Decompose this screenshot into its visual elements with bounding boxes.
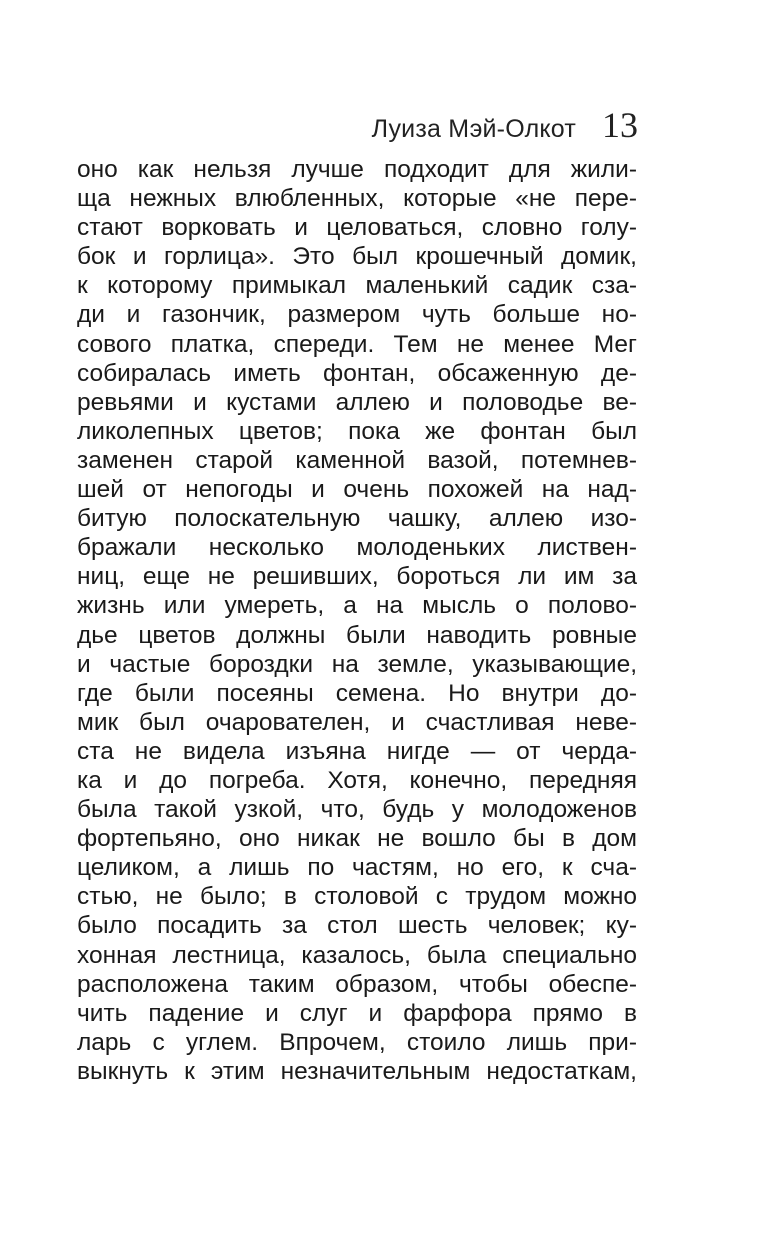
text-line: расположена таким образом, чтобы обеспе- bbox=[77, 970, 637, 998]
text-line: к которому примыкал маленький садик сза- bbox=[77, 272, 637, 300]
text-line: мик был очарователен, и счастливая неве- bbox=[77, 708, 637, 736]
text-line: собиралась иметь фонтан, обсаженную де- bbox=[77, 359, 637, 387]
text-line: ликолепных цветов; пока же фонтан был bbox=[77, 417, 637, 445]
text-line: жизнь или умереть, а на мысль о полово- bbox=[77, 592, 637, 620]
page-number: 13 bbox=[602, 105, 638, 145]
running-head-author: Луиза Мэй-Олкот bbox=[371, 115, 576, 143]
text-line: ревьями и кустами аллею и половодье ве- bbox=[77, 388, 637, 416]
text-line: бок и горлица». Это был крошечный домик, bbox=[77, 243, 637, 271]
text-line: заменен старой каменной вазой, потемнев- bbox=[77, 446, 637, 474]
text-line: где были посеяны семена. Но внутри до- bbox=[77, 679, 637, 707]
running-head bbox=[372, 104, 638, 144]
text-line: ларь с углем. Впрочем, стоило лишь при- bbox=[77, 1028, 637, 1056]
text-line: битую полоскательную чашку, аллею изо- bbox=[77, 505, 637, 533]
text-line: ниц, еще не решивших, бороться ли им за bbox=[77, 563, 637, 591]
text-line: выкнуть к этим незначительным недостаткам, bbox=[77, 1057, 637, 1085]
text-line: хонная лестница, казалось, была специально bbox=[77, 941, 637, 969]
text-line: стают ворковать и целоваться, словно голу- bbox=[77, 214, 637, 242]
text-line: оно как нельзя лучше подходит для жили- bbox=[77, 156, 637, 183]
text-line: была такой узкой, что, будь у молодоженов bbox=[77, 796, 637, 824]
text-line: и частые бороздки на земле, указывающие, bbox=[77, 650, 637, 678]
text-line: ди и газончик, размером чуть больше но- bbox=[77, 301, 637, 329]
text-line: ща нежных влюбленных, которые «не пере- bbox=[77, 185, 637, 213]
text-line: шей от непогоды и очень похожей на над- bbox=[77, 476, 637, 504]
text-line: чить падение и слуг и фарфора прямо в bbox=[77, 999, 637, 1027]
text-line: ка и до погреба. Хотя, конечно, передняя bbox=[77, 766, 637, 794]
text-line: стью, не было; в столовой с трудом можно bbox=[77, 883, 637, 911]
text-line: целиком, а лишь по частям, но его, к сча- bbox=[77, 854, 637, 882]
body-text bbox=[77, 155, 637, 1086]
text-line: фортепьяно, оно никак не вошло бы в дом bbox=[77, 825, 637, 853]
text-line: ста не видела изъяна нигде — от черда- bbox=[77, 737, 637, 765]
text-line: дье цветов должны были наводить ровные bbox=[77, 621, 637, 649]
text-line: было посадить за стол шесть человек; ку- bbox=[77, 912, 637, 940]
text-line: бражали несколько молоденьких листвен- bbox=[77, 534, 637, 562]
text-line: сового платка, спереди. Тем не менее Мег bbox=[77, 330, 637, 358]
